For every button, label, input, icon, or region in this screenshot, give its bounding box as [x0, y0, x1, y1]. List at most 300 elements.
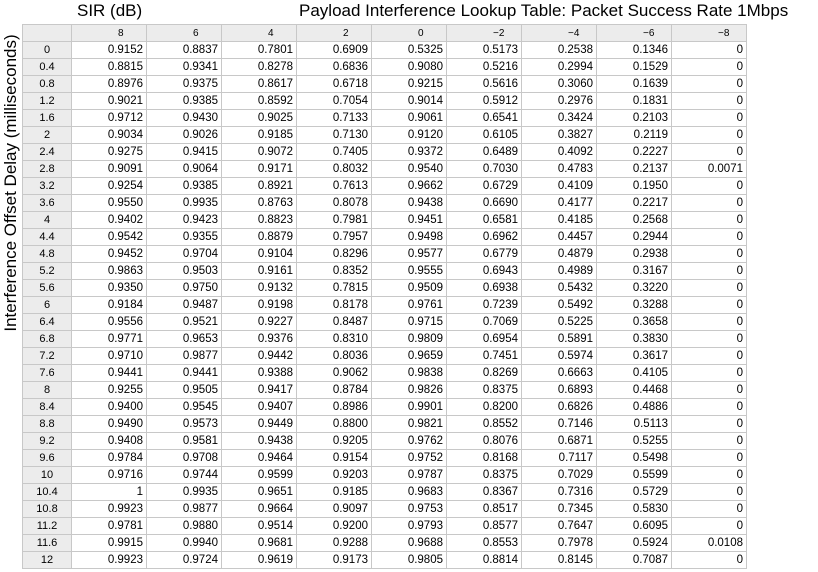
table-cell: 0.8352 [297, 263, 372, 280]
table-cell: 0.9097 [297, 501, 372, 518]
table-cell: 0.6541 [447, 110, 522, 127]
table-cell: 0.9430 [147, 110, 222, 127]
table-cell: 0.9659 [372, 348, 447, 365]
table-cell: 0.5616 [447, 76, 522, 93]
table-cell: 0.9683 [372, 484, 447, 501]
table-cell: 0 [672, 501, 747, 518]
row-header: 10.8 [23, 501, 72, 518]
table-cell: 0.8145 [522, 552, 597, 569]
table-cell: 0.9915 [72, 535, 147, 552]
row-axis-label: Interference Offset Delay (milliseconds) [1, 34, 20, 332]
table-cell: 0.2568 [597, 212, 672, 229]
table-cell: 0.9120 [372, 127, 447, 144]
table-cell: 0.4989 [522, 263, 597, 280]
table-cell: 0.9400 [72, 399, 147, 416]
table-cell: 0.2103 [597, 110, 672, 127]
table-cell: 0 [672, 331, 747, 348]
table-cell: 0.6690 [447, 195, 522, 212]
table-row [23, 178, 747, 195]
table-row [23, 535, 747, 552]
table-cell: 0.9805 [372, 552, 447, 569]
table-cell: 0.7647 [522, 518, 597, 535]
table-cell: 0.8592 [222, 93, 297, 110]
table-cell: 0.8879 [222, 229, 297, 246]
table-cell: 0.9744 [147, 467, 222, 484]
table-cell: 0.7978 [522, 535, 597, 552]
row-header: 4 [23, 212, 72, 229]
table-cell: 0.8487 [297, 314, 372, 331]
table-cell: 0.9161 [222, 263, 297, 280]
table-row [23, 195, 747, 212]
column-header: −4 [522, 25, 597, 42]
table-cell: 0.7815 [297, 280, 372, 297]
table-cell: 0.8553 [447, 535, 522, 552]
table-cell: 0.7316 [522, 484, 597, 501]
table-cell: 0.9550 [72, 195, 147, 212]
table-cell: 0.6943 [447, 263, 522, 280]
table-cell: 0.9200 [297, 518, 372, 535]
table-cell: 0.8823 [222, 212, 297, 229]
row-header: 2 [23, 127, 72, 144]
table-cell: 0.9863 [72, 263, 147, 280]
table-cell: 0.0108 [672, 535, 747, 552]
table-row [23, 416, 747, 433]
table-cell: 0.6836 [297, 59, 372, 76]
table-cell: 0.7087 [597, 552, 672, 569]
table-cell: 0.7239 [447, 297, 522, 314]
table-cell: 0.5325 [372, 42, 447, 59]
table-cell: 0.1831 [597, 93, 672, 110]
table-cell: 0.9577 [372, 246, 447, 263]
table-cell: 0.7451 [447, 348, 522, 365]
table-cell: 0 [672, 348, 747, 365]
table-cell: 0.9542 [72, 229, 147, 246]
table-cell: 0 [672, 552, 747, 569]
table-cell: 0.9505 [147, 382, 222, 399]
row-header: 2.4 [23, 144, 72, 161]
table-cell: 0.6105 [447, 127, 522, 144]
table-cell: 0.9026 [147, 127, 222, 144]
table-cell: 0.2227 [597, 144, 672, 161]
table-cell: 0 [672, 280, 747, 297]
table-body [23, 42, 747, 569]
table-row [23, 552, 747, 569]
table-cell: 0.9681 [222, 535, 297, 552]
row-header: 0 [23, 42, 72, 59]
table-cell: 0.9451 [372, 212, 447, 229]
table-cell: 0.5225 [522, 314, 597, 331]
table-cell: 0.9653 [147, 331, 222, 348]
table-cell: 0.9619 [222, 552, 297, 569]
table-cell: 0 [672, 246, 747, 263]
table-row [23, 365, 747, 382]
row-header: 3.2 [23, 178, 72, 195]
table-cell: 0.6938 [447, 280, 522, 297]
row-axis-label-container [0, 24, 22, 342]
header-row [23, 25, 747, 42]
table-cell: 0.6962 [447, 229, 522, 246]
table-cell: 0.5216 [447, 59, 522, 76]
table-row [23, 93, 747, 110]
table-cell: 0.2119 [597, 127, 672, 144]
table-cell: 0 [672, 229, 747, 246]
table-cell: 0.9152 [72, 42, 147, 59]
row-header: 7.2 [23, 348, 72, 365]
table-row [23, 263, 747, 280]
table-cell: 0.9375 [147, 76, 222, 93]
table-cell: 0.6909 [297, 42, 372, 59]
table-cell: 0.2938 [597, 246, 672, 263]
table-cell: 0.9350 [72, 280, 147, 297]
table-cell: 0.9227 [222, 314, 297, 331]
table-cell: 0 [672, 42, 747, 59]
table-cell: 0.9441 [147, 365, 222, 382]
table-cell: 0.2976 [522, 93, 597, 110]
table-cell: 0.7069 [447, 314, 522, 331]
table-cell: 0.9787 [372, 467, 447, 484]
table-cell: 0.9062 [297, 365, 372, 382]
table-cell: 0.3617 [597, 348, 672, 365]
table-cell: 0.9288 [297, 535, 372, 552]
table-row [23, 467, 747, 484]
table-cell: 0 [672, 416, 747, 433]
corner-cell [23, 25, 72, 42]
table-cell: 0.4092 [522, 144, 597, 161]
table-cell: 0.3424 [522, 110, 597, 127]
table-cell: 0.9752 [372, 450, 447, 467]
table-cell: 0 [672, 382, 747, 399]
column-header: −6 [597, 25, 672, 42]
table-cell: 0.6871 [522, 433, 597, 450]
table-cell: 0.9688 [372, 535, 447, 552]
table-row [23, 144, 747, 161]
table-cell: 0 [672, 178, 747, 195]
table-cell: 0 [672, 93, 747, 110]
table-cell: 0.9750 [147, 280, 222, 297]
table-cell: 0.9185 [297, 484, 372, 501]
column-header: 4 [222, 25, 297, 42]
table-cell: 0.5912 [447, 93, 522, 110]
table-cell: 0.9821 [372, 416, 447, 433]
table-cell: 0.9940 [147, 535, 222, 552]
table-cell: 0 [672, 399, 747, 416]
table-cell: 0.6826 [522, 399, 597, 416]
table-cell: 0.6489 [447, 144, 522, 161]
row-header: 0.4 [23, 59, 72, 76]
table-cell: 0.8815 [72, 59, 147, 76]
table-cell: 0 [672, 518, 747, 535]
table-cell: 0.8517 [447, 501, 522, 518]
table-cell: 0.2944 [597, 229, 672, 246]
table-cell: 0.1639 [597, 76, 672, 93]
column-header: 2 [297, 25, 372, 42]
table-cell: 0.9388 [222, 365, 297, 382]
table-cell: 0.7030 [447, 161, 522, 178]
table-cell: 0.4783 [522, 161, 597, 178]
table-cell: 0.9573 [147, 416, 222, 433]
table-cell: 0.9923 [72, 552, 147, 569]
table-cell: 0.7613 [297, 178, 372, 195]
table-cell: 0.9710 [72, 348, 147, 365]
table-cell: 0.9154 [297, 450, 372, 467]
table-cell: 0.7029 [522, 467, 597, 484]
table-cell: 0.8367 [447, 484, 522, 501]
table-cell: 0.5173 [447, 42, 522, 59]
table-cell: 0 [672, 433, 747, 450]
table-cell: 0.4185 [522, 212, 597, 229]
table-cell: 0.9064 [147, 161, 222, 178]
table-cell: 0.9185 [222, 127, 297, 144]
table-cell: 0.9716 [72, 467, 147, 484]
table-cell: 0.3827 [522, 127, 597, 144]
table-cell: 0.1529 [597, 59, 672, 76]
row-header: 7.6 [23, 365, 72, 382]
table-row [23, 212, 747, 229]
table-cell: 0.8076 [447, 433, 522, 450]
table-cell: 0.1346 [597, 42, 672, 59]
table-cell: 0.9762 [372, 433, 447, 450]
table-row [23, 518, 747, 535]
row-header: 11.6 [23, 535, 72, 552]
table-cell: 0.9385 [147, 93, 222, 110]
table-row [23, 127, 747, 144]
table-cell: 0.8168 [447, 450, 522, 467]
table-cell: 0.6893 [522, 382, 597, 399]
table-cell: 0.5891 [522, 331, 597, 348]
table-cell: 0.8921 [222, 178, 297, 195]
table-cell: 0 [672, 484, 747, 501]
table-cell: 0.9072 [222, 144, 297, 161]
table-cell: 0.5113 [597, 416, 672, 433]
column-header: −2 [447, 25, 522, 42]
table-cell: 0.8837 [147, 42, 222, 59]
table-cell: 0.7801 [222, 42, 297, 59]
table-cell: 0.9205 [297, 433, 372, 450]
table-cell: 0.9014 [372, 93, 447, 110]
table-cell: 0.9385 [147, 178, 222, 195]
table-cell: 0.5432 [522, 280, 597, 297]
table-cell: 0.9198 [222, 297, 297, 314]
table-cell: 0.9402 [72, 212, 147, 229]
table-row [23, 297, 747, 314]
row-header: 10.4 [23, 484, 72, 501]
table-cell: 0.5729 [597, 484, 672, 501]
table-cell: 0.7981 [297, 212, 372, 229]
table-cell: 0.4105 [597, 365, 672, 382]
table-cell: 0.7130 [297, 127, 372, 144]
table-cell: 0.4879 [522, 246, 597, 263]
table-cell: 0.2994 [522, 59, 597, 76]
table-cell: 0.8784 [297, 382, 372, 399]
table-cell: 0.9877 [147, 348, 222, 365]
table-cell: 0.9838 [372, 365, 447, 382]
table-cell: 0.4886 [597, 399, 672, 416]
table-row [23, 59, 747, 76]
table-cell: 0.9438 [222, 433, 297, 450]
table-cell: 0.8552 [447, 416, 522, 433]
table-cell: 0.5498 [597, 450, 672, 467]
table-row [23, 110, 747, 127]
table-cell: 0.8036 [297, 348, 372, 365]
table-cell: 0.2217 [597, 195, 672, 212]
table-cell: 0 [672, 212, 747, 229]
table-row [23, 314, 747, 331]
table-cell: 0 [672, 195, 747, 212]
table-cell: 0.9704 [147, 246, 222, 263]
table-cell: 0.3288 [597, 297, 672, 314]
table-cell: 0.9503 [147, 263, 222, 280]
row-header: 9.2 [23, 433, 72, 450]
table-cell: 0.9080 [372, 59, 447, 76]
table-cell: 0 [672, 467, 747, 484]
row-header: 8.8 [23, 416, 72, 433]
table-cell: 0.8078 [297, 195, 372, 212]
table-cell: 0.9025 [222, 110, 297, 127]
table-cell: 0 [672, 297, 747, 314]
row-header: 5.2 [23, 263, 72, 280]
table-cell: 0 [672, 263, 747, 280]
table-cell: 0.9771 [72, 331, 147, 348]
table-row [23, 161, 747, 178]
table-cell: 0.9715 [372, 314, 447, 331]
table-cell: 0.9184 [72, 297, 147, 314]
table-cell: 0.9104 [222, 246, 297, 263]
table-cell: 0.8178 [297, 297, 372, 314]
table-cell: 0.9651 [222, 484, 297, 501]
table-cell: 0.3167 [597, 263, 672, 280]
table-cell: 0.7054 [297, 93, 372, 110]
table-cell: 0.9021 [72, 93, 147, 110]
table-cell: 0.3060 [522, 76, 597, 93]
table-cell: 0.9556 [72, 314, 147, 331]
table-cell: 0.9923 [72, 501, 147, 518]
row-header: 11.2 [23, 518, 72, 535]
table-row [23, 280, 747, 297]
table-cell: 0.9555 [372, 263, 447, 280]
table-cell: 0.7133 [297, 110, 372, 127]
table-cell: 0.9509 [372, 280, 447, 297]
table-cell: 0.8296 [297, 246, 372, 263]
table-cell: 0.9173 [297, 552, 372, 569]
table-cell: 0.6663 [522, 365, 597, 382]
row-header: 6.8 [23, 331, 72, 348]
row-header: 6.4 [23, 314, 72, 331]
table-cell: 0.9581 [147, 433, 222, 450]
row-header: 3.6 [23, 195, 72, 212]
column-header: 8 [72, 25, 147, 42]
table-cell: 0.9091 [72, 161, 147, 178]
table-cell: 0.9132 [222, 280, 297, 297]
table-row [23, 348, 747, 365]
table-cell: 0.8577 [447, 518, 522, 535]
column-header: −8 [672, 25, 747, 42]
table-cell: 0.9438 [372, 195, 447, 212]
table-cell: 0 [672, 450, 747, 467]
table-cell: 0.7117 [522, 450, 597, 467]
table-cell: 0 [672, 110, 747, 127]
table-cell: 0.8200 [447, 399, 522, 416]
table-cell: 0.9761 [372, 297, 447, 314]
table-cell: 0.9521 [147, 314, 222, 331]
table-row [23, 76, 747, 93]
table-cell: 0.6718 [297, 76, 372, 93]
table-cell: 0.9255 [72, 382, 147, 399]
table-cell: 0.2538 [522, 42, 597, 59]
row-header: 1.2 [23, 93, 72, 110]
table-cell: 0.9376 [222, 331, 297, 348]
table-cell: 0.9753 [372, 501, 447, 518]
table-cell: 0.6729 [447, 178, 522, 195]
table-cell: 0.5492 [522, 297, 597, 314]
table-cell: 0.9407 [222, 399, 297, 416]
row-header: 0.8 [23, 76, 72, 93]
table-cell: 0.9408 [72, 433, 147, 450]
table-cell: 0.6779 [447, 246, 522, 263]
table-cell: 0.9449 [222, 416, 297, 433]
table-row [23, 382, 747, 399]
table-cell: 0.9935 [147, 484, 222, 501]
table-cell: 0.9452 [72, 246, 147, 263]
table-cell: 0 [672, 76, 747, 93]
table-cell: 0.8986 [297, 399, 372, 416]
table-cell: 0.9417 [222, 382, 297, 399]
row-header: 9.6 [23, 450, 72, 467]
table-cell: 0.8269 [447, 365, 522, 382]
table-cell: 1 [72, 484, 147, 501]
table-cell: 0.9372 [372, 144, 447, 161]
table-cell: 0.9215 [372, 76, 447, 93]
table-cell: 0.5599 [597, 467, 672, 484]
table-cell: 0.9203 [297, 467, 372, 484]
table-cell: 0.9061 [372, 110, 447, 127]
table-cell: 0.9341 [147, 59, 222, 76]
table-cell: 0.8375 [447, 467, 522, 484]
table-cell: 0.1950 [597, 178, 672, 195]
table-cell: 0.8763 [222, 195, 297, 212]
table-row [23, 331, 747, 348]
table-row [23, 399, 747, 416]
table-cell: 0.9724 [147, 552, 222, 569]
table-cell: 0.4109 [522, 178, 597, 195]
table-cell: 0.9464 [222, 450, 297, 467]
table-cell: 0.9034 [72, 127, 147, 144]
table-row [23, 450, 747, 467]
table-cell: 0 [672, 365, 747, 382]
table-row [23, 501, 747, 518]
table-cell: 0.5974 [522, 348, 597, 365]
table-cell: 0.9441 [72, 365, 147, 382]
table-row [23, 246, 747, 263]
table-cell: 0.8032 [297, 161, 372, 178]
table-cell: 0.9781 [72, 518, 147, 535]
table-cell: 0 [672, 127, 747, 144]
table-cell: 0.9254 [72, 178, 147, 195]
lookup-table [22, 24, 747, 569]
table-cell: 0.9498 [372, 229, 447, 246]
table-cell: 0.9442 [222, 348, 297, 365]
row-header: 4.4 [23, 229, 72, 246]
table-cell: 0 [672, 59, 747, 76]
table-cell: 0.6954 [447, 331, 522, 348]
table-cell: 0.9171 [222, 161, 297, 178]
table-cell: 0.9415 [147, 144, 222, 161]
table-cell: 0.8278 [222, 59, 297, 76]
table-cell: 0.9826 [372, 382, 447, 399]
table-cell: 0.8375 [447, 382, 522, 399]
table-cell: 0 [672, 314, 747, 331]
row-header: 4.8 [23, 246, 72, 263]
column-header: 0 [372, 25, 447, 42]
